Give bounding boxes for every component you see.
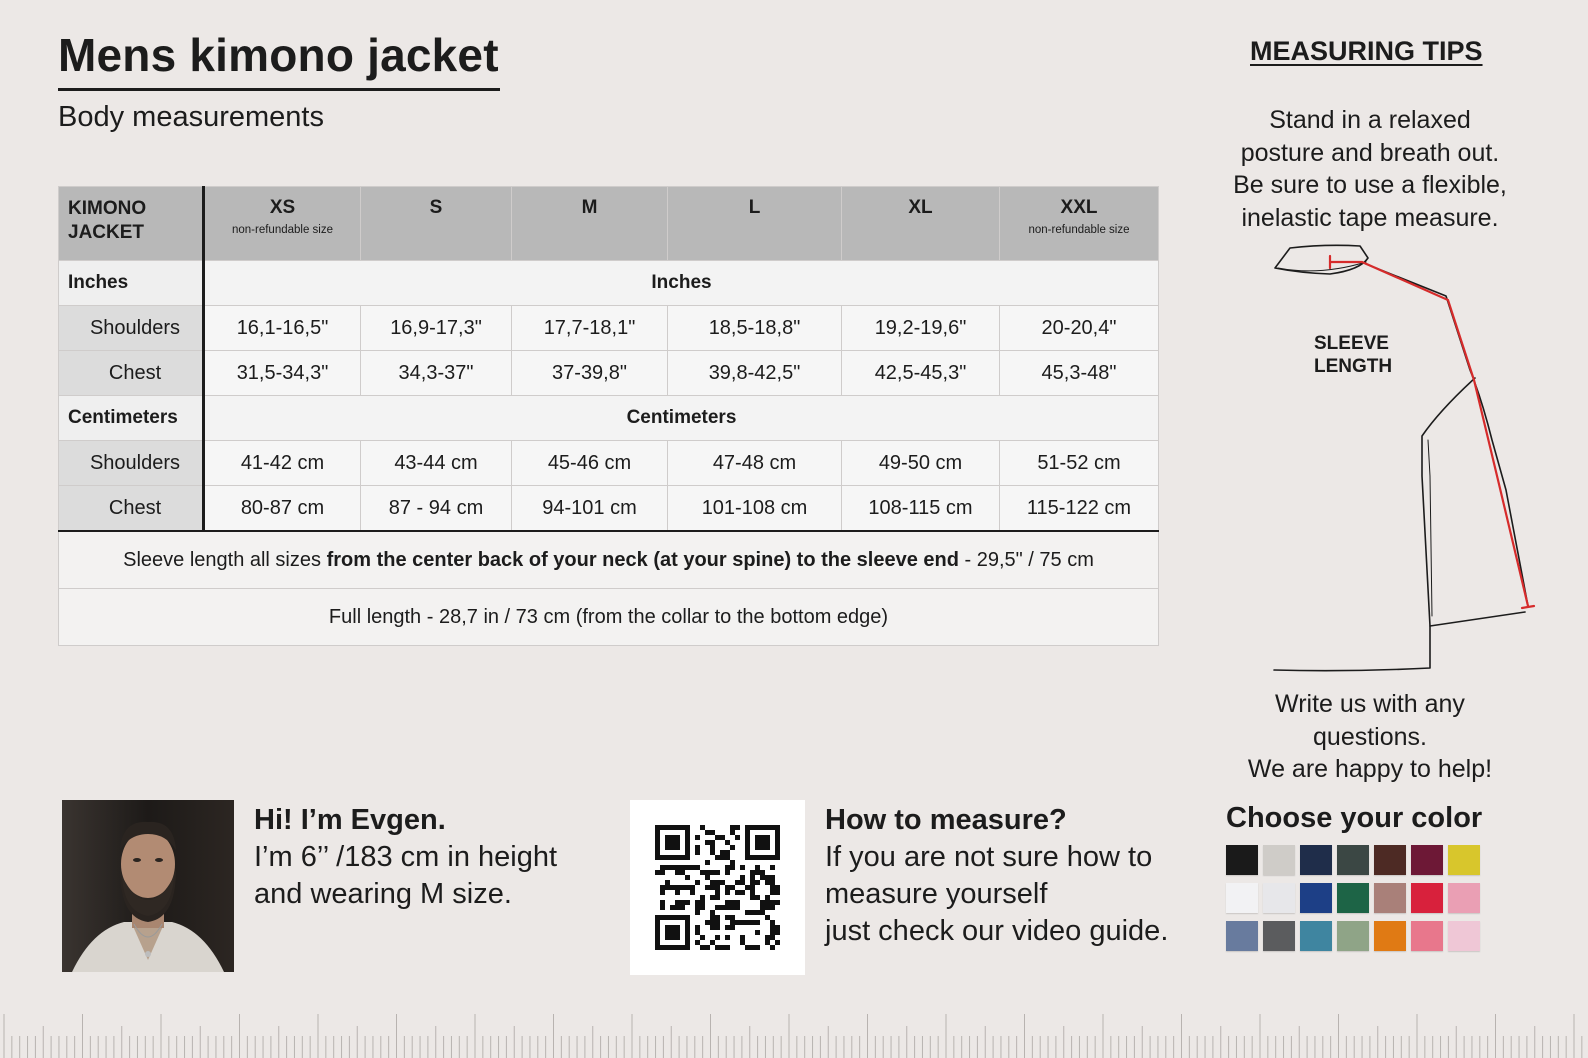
video-guide-qr-code[interactable] bbox=[630, 800, 805, 975]
color-swatch[interactable] bbox=[1263, 845, 1295, 875]
help-text: Write us with any questions. We are happy to help! bbox=[1247, 690, 1493, 783]
model-name: Hi! I’m Evgen. bbox=[254, 804, 446, 836]
color-swatch[interactable] bbox=[1374, 883, 1406, 913]
size-chart-table bbox=[58, 186, 1159, 646]
size-note: non-refundable size bbox=[231, 224, 333, 236]
row-label: Chest bbox=[59, 351, 204, 396]
table-row bbox=[59, 306, 1159, 351]
full-length-note: Full length - 28,7 in / 73 cm (from the collar to the bottom edge) bbox=[59, 589, 1159, 646]
inches-section-row bbox=[59, 261, 1159, 306]
table-cell: 45,3-48" bbox=[1000, 351, 1159, 396]
color-swatch[interactable] bbox=[1300, 921, 1332, 951]
centimeters-section-row bbox=[59, 396, 1159, 441]
table-cell: 20-20,4" bbox=[1000, 306, 1159, 351]
color-swatch[interactable] bbox=[1374, 845, 1406, 875]
sleeve-length-label: SLEEVE LENGTH bbox=[1314, 333, 1393, 377]
size-header-m: M bbox=[512, 187, 668, 261]
table-cell: 17,7-18,1" bbox=[512, 306, 668, 351]
color-swatch[interactable] bbox=[1300, 883, 1332, 913]
table-cell: 41-42 cm bbox=[204, 441, 361, 486]
table-cell: 19,2-19,6" bbox=[842, 306, 1000, 351]
table-cell: 80-87 cm bbox=[204, 486, 361, 532]
color-swatch[interactable] bbox=[1337, 921, 1369, 951]
table-cell: 39,8-42,5" bbox=[668, 351, 842, 396]
table-row bbox=[59, 486, 1159, 532]
color-swatch[interactable] bbox=[1263, 883, 1295, 913]
color-swatch[interactable] bbox=[1411, 845, 1443, 875]
size-header-xs: XS non-refundable size bbox=[204, 187, 361, 261]
table-cell: 94-101 cm bbox=[512, 486, 668, 532]
table-cell: 47-48 cm bbox=[668, 441, 842, 486]
table-cell: 101-108 cm bbox=[668, 486, 842, 532]
table-cell: 16,1-16,5" bbox=[204, 306, 361, 351]
table-cell: 43-44 cm bbox=[361, 441, 512, 486]
measuring-tape-ruler bbox=[0, 995, 1588, 1058]
size-header-xl: XL bbox=[842, 187, 1000, 261]
table-cell: 31,5-34,3" bbox=[204, 351, 361, 396]
measuring-tips-text: Stand in a relaxed posture and breath out. Be sure to use a flexible, inelastic tape measure. bbox=[1233, 106, 1507, 232]
section-label: Inches bbox=[59, 261, 204, 306]
row-label: Chest bbox=[59, 486, 204, 532]
section-title: Inches bbox=[204, 261, 1159, 306]
page-subtitle: Body measurements bbox=[58, 101, 324, 133]
table-cell: 51-52 cm bbox=[1000, 441, 1159, 486]
how-to-measure-info: How to measure? If you are not sure how to measure yourself just check our video guide. bbox=[825, 804, 1169, 947]
color-swatch-grid bbox=[1226, 845, 1496, 951]
size-note: non-refundable size bbox=[1028, 224, 1130, 236]
sleeve-length-row bbox=[59, 531, 1159, 589]
page-title: Mens kimono jacket bbox=[58, 29, 499, 81]
size-header-row bbox=[59, 187, 1159, 261]
measuring-tips-title: MEASURING TIPS bbox=[1250, 36, 1483, 66]
section-label: Centimeters bbox=[59, 396, 204, 441]
table-cell: 37-39,8" bbox=[512, 351, 668, 396]
color-swatch[interactable] bbox=[1226, 845, 1258, 875]
section-title: Centimeters bbox=[204, 396, 1159, 441]
color-swatch[interactable] bbox=[1337, 883, 1369, 913]
table-corner-label: KIMONO JACKET bbox=[59, 187, 204, 261]
color-swatch[interactable] bbox=[1448, 883, 1480, 913]
row-label: Shoulders bbox=[59, 306, 204, 351]
full-length-row bbox=[59, 589, 1159, 646]
table-cell: 49-50 cm bbox=[842, 441, 1000, 486]
table-cell: 18,5-18,8" bbox=[668, 306, 842, 351]
color-swatch[interactable] bbox=[1300, 845, 1332, 875]
model-info: Hi! I’m Evgen. I’m 6’’ /183 cm in height and wearing M size. bbox=[254, 804, 558, 910]
table-cell: 115-122 cm bbox=[1000, 486, 1159, 532]
table-row bbox=[59, 441, 1159, 486]
table-cell: 108-115 cm bbox=[842, 486, 1000, 532]
sleeve-measure-sketch bbox=[1270, 240, 1540, 680]
color-swatch[interactable] bbox=[1411, 883, 1443, 913]
size-header-l: L bbox=[668, 187, 842, 261]
color-swatch[interactable] bbox=[1448, 845, 1480, 875]
color-swatch[interactable] bbox=[1226, 921, 1258, 951]
choose-color-title: Choose your color bbox=[1226, 802, 1483, 834]
how-to-measure-title: How to measure? bbox=[825, 804, 1067, 836]
title-underline bbox=[58, 88, 500, 91]
table-cell: 45-46 cm bbox=[512, 441, 668, 486]
table-cell: 16,9-17,3" bbox=[361, 306, 512, 351]
color-swatch[interactable] bbox=[1448, 921, 1480, 951]
size-header-xxl: XXL non-refundable size bbox=[1000, 187, 1159, 261]
table-cell: 87 - 94 cm bbox=[361, 486, 512, 532]
table-row bbox=[59, 351, 1159, 396]
color-swatch[interactable] bbox=[1411, 921, 1443, 951]
model-photo bbox=[62, 800, 234, 972]
table-cell: 42,5-45,3" bbox=[842, 351, 1000, 396]
size-header-s: S bbox=[361, 187, 512, 261]
color-swatch[interactable] bbox=[1263, 921, 1295, 951]
sleeve-length-note: Sleeve length all sizes from the center back of your neck (at your spine) to the sleeve end - 29,5" / 75 cm bbox=[59, 531, 1159, 589]
row-label: Shoulders bbox=[59, 441, 204, 486]
color-swatch[interactable] bbox=[1374, 921, 1406, 951]
color-swatch[interactable] bbox=[1226, 883, 1258, 913]
color-swatch[interactable] bbox=[1337, 845, 1369, 875]
qr-code-icon bbox=[630, 800, 805, 975]
table-cell: 34,3-37" bbox=[361, 351, 512, 396]
